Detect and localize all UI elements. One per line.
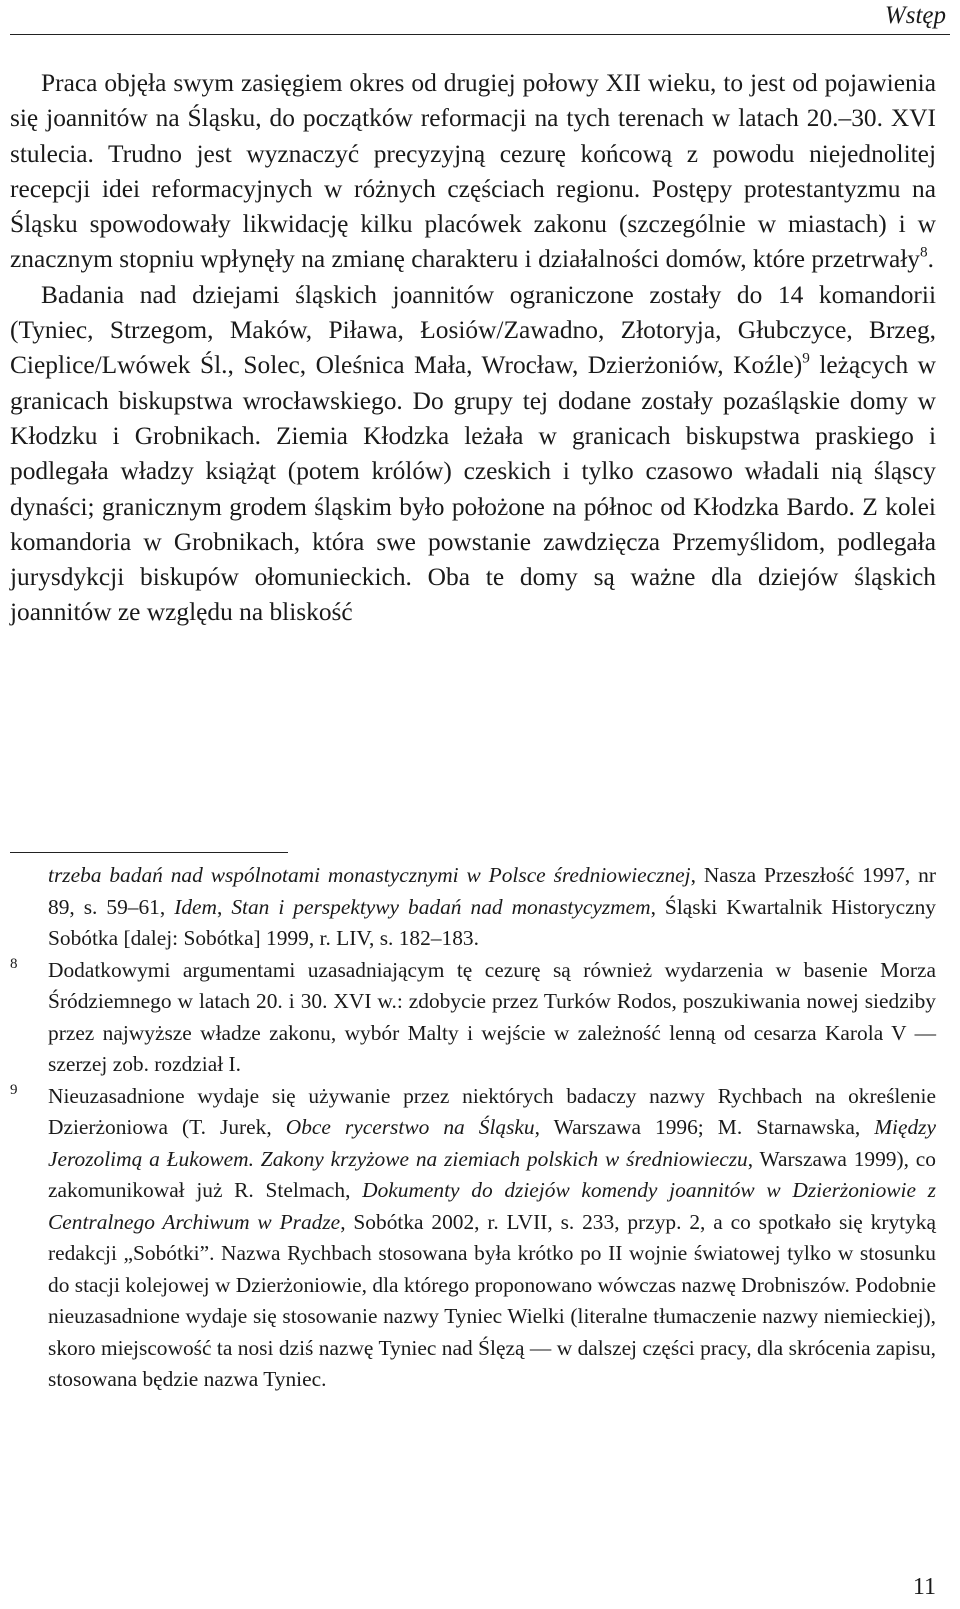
page-number: 11 <box>912 1574 936 1600</box>
footnote-9-text-1: Nieuzasadnione wydaje się używanie przez niektórych badaczy nazwy Rychbach na określenie Dzierżoniowa (T. Jurek, <box>48 1083 936 1139</box>
footnote-9-text-3: , Warszawa 1999), co zakomunikował już R. Stelmach, <box>48 1146 936 1202</box>
footnote-9-number: 9 <box>10 1081 18 1098</box>
footnote-ref-8[interactable]: 8 <box>919 243 928 261</box>
fn-cont-idem: Idem <box>174 894 217 919</box>
paragraph-2-text: Badania nad dziejami śląskich joannitów ograniczone zostały do 14 komandorii (Tyniec, Strzegom, Maków, Piława, Łosiów/Zawadno, Złotoryja, Głubczyce, Brzeg, Cieplice/Lwówek Śl., Solec, Oleśnica Mała, Wrocław, Dzierżoniów, Koźle) <box>10 280 936 380</box>
paragraph-1-text: Praca objęła swym zasięgiem okres od drugiej połowy XII wieku, to jest od pojawienia się joannitów na Śląsku, do początków reformacji na tych terenach w latach 20.–30. XVI stulecia. Trudno jest wyznaczyć precyzyjną cezurę końcową z powodu niejednolitej recepcji idei reformacyjnych w różnych częściach regionu. Postępy protestantyzmu na Śląsku spowodowały likwidację kilku placówek zakonu (szczególnie w miastach) i w znacznym stopniu wpłynęły na zmianę charakteru i działalności domów, które przetrwały <box>10 69 936 274</box>
footnote-8-number: 8 <box>10 955 18 972</box>
footnotes <box>10 860 936 1396</box>
paragraph-1-end: . <box>927 245 934 274</box>
fn-cont-text-2: , Śląski Kwartalnik Historyczny Sobótka [dalej: Sobótka] 1999, r. LIV, s. 182–183. <box>48 894 936 950</box>
footnote-separator <box>10 852 288 853</box>
footnote-9-title-1: Obce rycerstwo na Śląsku <box>285 1115 535 1139</box>
fn-cont-title: trzeba badań nad wspólnotami monastycznymi w Polsce średniowiecznej <box>48 863 691 887</box>
fn-cont-text-1: , Nasza Przeszłość 1997, nr 89, s. 59–61, <box>48 863 936 919</box>
paragraph-2 <box>10 278 936 631</box>
running-header <box>10 0 950 35</box>
fn-cont-sep: , <box>217 894 232 919</box>
paragraph-1 <box>10 66 936 278</box>
footnote-9-text-4: , Sobótka 2002, r. LVII, s. 233, przyp. 2, a co spotkało się krytyką redakcji „Sobótki”. Nazwa Rychbach stosowana była krótko po II wojnie światowej tylko w stosunku do stacji kolejowej w Dzierżoniowie, dla którego proponowano wówczas nazwę Drobniszów. Podobnie nieuzasadnione wydaje się stosowanie nazwy Tyniec Wielki (literalne tłumaczenie nazwy niemieckiej), skoro miejscowość ta nosi dziś nazwę Tyniec nad Ślęzą — w dalszej części pracy, dla skrócenia zapisu, stosowana będzie nazwa Tyniec. <box>48 1209 936 1391</box>
footnote-continuation <box>10 860 936 955</box>
paragraph-2-end: leżących w granicach biskupstwa wrocławskiego. Do grupy tej dodane zostały pozaśląskie domy w Kłodzku i Grobnikach. Ziemia Kłodzka leżała w granicach biskupstwa praskiego i podlegała władzy książąt (potem królów) czeskich i tylko czasowo władali nią śląscy dynaści; granicznym grodem śląskim było położone na północ od Kłodzka Bardo. Z kolei komandoria w Grobnikach, która swe powstanie zawdzięcza Przemyślidom, podlegała jurysdykcji biskupów ołomunieckich. Oba te domy są ważne dla dziejów śląskich joannitów ze względu na bliskość <box>10 351 936 627</box>
footnote-9 <box>10 1081 936 1396</box>
footnote-9-title-2: Między Jerozolimą a Łukowem. Zakony krzyżowe na ziemiach polskich w średniowieczu <box>48 1115 936 1171</box>
footnote-9-text-2: , Warszawa 1996; M. Starnawska, <box>534 1115 875 1139</box>
fn-cont-title-2: Stan i perspektywy badań nad monastycyzmem <box>231 894 651 919</box>
footnote-8 <box>10 955 936 1081</box>
main-text <box>10 66 936 631</box>
footnote-8-text: Dodatkowymi argumentami uzasadniającym tę cezurę są również wydarzenia w basenie Morza Śródziemnego w latach 20. i 30. XVI w.: zdobycie przez Turków Rodos, poszukiwania nowej siedziby przez najwyższe władze zakonu, wybór Malty i wejście w zależność lenną od cesarza Karola V — szerzej zob. rozdział I. <box>48 957 936 1076</box>
footnote-9-title-3: Dokumenty do dziejów komendy joannitów w Dzierżoniowie z Centralnego Archiwum w Pradze <box>48 1178 936 1234</box>
footnote-ref-9[interactable]: 9 <box>802 349 810 367</box>
running-header-title: Wstęp <box>884 2 946 29</box>
